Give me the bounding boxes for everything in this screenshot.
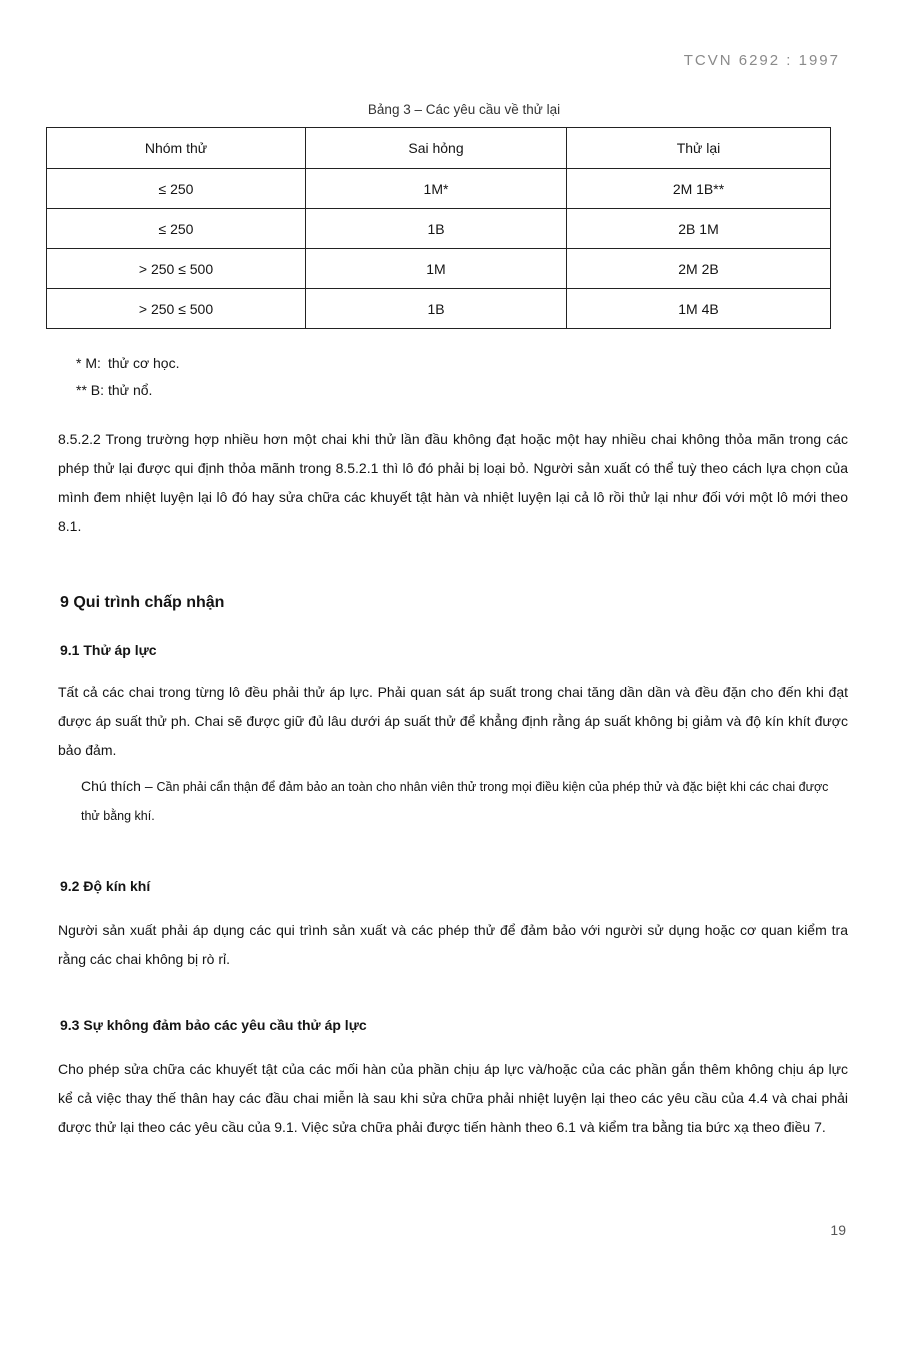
standard-code-header: TCVN 6292 : 1997 [683, 52, 840, 69]
footnote-mark: ** B: [76, 382, 105, 398]
table-cell: 1M* [306, 169, 567, 209]
section-9-3-body: Cho phép sửa chữa các khuyết tật của các mối hàn của phần chịu áp lực và/hoặc của các phần gắn thêm không chịu áp lực kể cả việc thay thế thân hay các đầu chai miễn là sau khi sửa chữa phải nhiệt luyện lại theo các yêu cầu của 4.4 và chai phải được thử lại theo các yêu cầu của 9.1. Việc sửa chữa phải được tiến hành theo 6.1 và kiểm tra bằng tia bức xạ theo điều 7. [58, 1061, 848, 1135]
footnote-mark: * M: [76, 355, 101, 371]
table-cell: ≤ 250 [47, 209, 306, 249]
note-lead: Chú thích – [81, 778, 157, 794]
table-cell: 1M [306, 249, 567, 289]
table-footnotes [76, 350, 179, 404]
table-caption: Bảng 3 – Các yêu cầu về thử lại [367, 102, 561, 117]
retest-requirements-table [46, 127, 831, 329]
table-cell: 1B [306, 289, 567, 329]
section-9-2-body: Người sản xuất phải áp dụng các qui trình sản xuất và các phép thử để đảm bảo với người sử dụng hoặc cơ quan kiểm tra rằng các chai không bị rò rỉ. [58, 922, 848, 967]
page-number: 19 [830, 1222, 846, 1238]
table-row [47, 289, 831, 329]
section-9-heading: 9 Qui trình chấp nhận [60, 594, 225, 611]
footnote-text: thử nổ. [108, 382, 153, 398]
table-cell: > 250 ≤ 500 [47, 249, 306, 289]
section-9-1-heading: 9.1 Thử áp lực [60, 642, 157, 658]
column-header: Thử lại [567, 128, 831, 169]
table-cell: 2M 1B** [567, 169, 831, 209]
table-cell: 2B 1M [567, 209, 831, 249]
footnote-text: thử cơ học. [108, 355, 180, 371]
section-9-2-heading: 9.2 Độ kín khí [60, 878, 151, 894]
section-9-3-heading: 9.3 Sự không đảm bảo các yêu cầu thử áp lực [60, 1017, 367, 1033]
table-row [47, 209, 831, 249]
section-9-1-body: Tất cả các chai trong từng lô đều phải thử áp lực. Phải quan sát áp suất trong chai tăng dần dần và đều đặn cho đến khi đạt được áp suất thử ph. Chai sẽ được giữ đủ lâu dưới áp suất thử để khẳng định rằng áp suất không bị giảm và độ kín khít được bảo đảm. [58, 684, 848, 758]
table-header-row [47, 128, 831, 169]
footnote [76, 350, 179, 377]
table-cell: 1M 4B [567, 289, 831, 329]
note-text: Cần phải cẩn thận để đảm bảo an toàn cho nhân viên thử trong mọi điều kiện của phép thử và đặc biệt khi các chai được thử bằng khí. [81, 780, 829, 823]
table-row [47, 169, 831, 209]
table-cell: 2M 2B [567, 249, 831, 289]
table-row [47, 249, 831, 289]
table-cell: > 250 ≤ 500 [47, 289, 306, 329]
column-header: Sai hỏng [306, 128, 567, 169]
column-header: Nhóm thử [47, 128, 306, 169]
footnote [76, 377, 179, 404]
table-cell: 1B [306, 209, 567, 249]
section-9-1-note [81, 772, 846, 831]
table-cell: ≤ 250 [47, 169, 306, 209]
paragraph-8-5-2-2: 8.5.2.2 Trong trường hợp nhiều hơn một chai khi thử lần đầu không đạt hoặc một hay nhiều chai không thỏa mãn trong các phép thử lại được qui định thỏa mãnh trong 8.5.2.1 thì lô đó phải bị loại bỏ. Người sản xuất có thể tuỳ theo cách lựa chọn của mình đem nhiệt luyện lại lô đó hay sửa chữa các khuyết tật hàn và nhiệt luyện lại cả lô rồi thử lại như đối với một lô mới theo 8.1. [58, 431, 848, 534]
